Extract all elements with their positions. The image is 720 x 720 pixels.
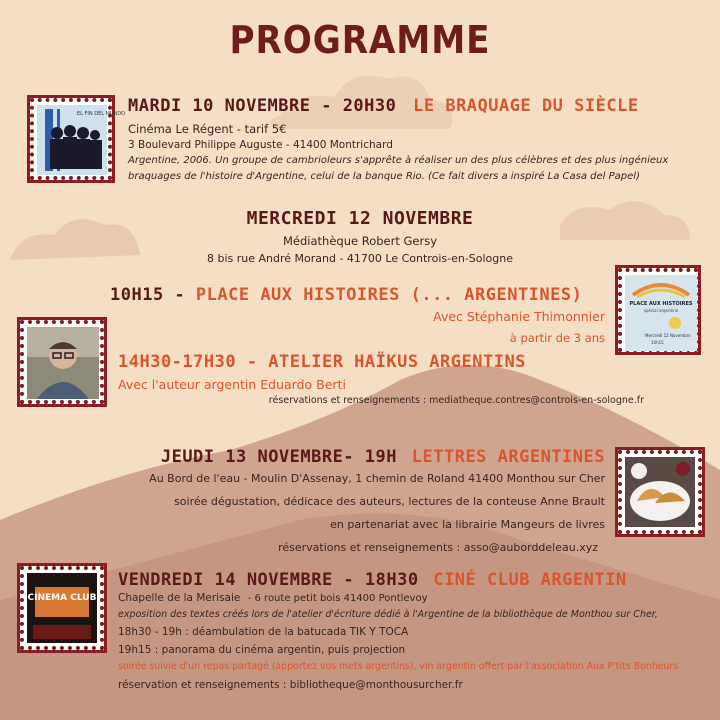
event1-address: 3 Boulevard Philippe Auguste - 41400 Montrichard <box>128 139 393 151</box>
cinema-club-image <box>20 566 104 650</box>
event4-batucada: 18h30 - 19h : déambulation de la batucada TIK Y TOCA <box>118 626 409 638</box>
event2-address: 8 bis rue André Morand - 41700 Le Controis-en-Sologne <box>206 252 514 265</box>
svg-text:CINEMA CLUB: CINEMA CLUB <box>27 593 97 603</box>
event3-venue-address: - Moulin D'Assenay, 1 chemin de Roland 41400 Monthou sur Cher <box>240 472 605 485</box>
event4-date: VENDREDI 14 NOVEMBRE - 18H30 <box>118 570 419 590</box>
event3-reservation: réservations et renseignements : asso@auborddeleau.xyz <box>278 541 598 554</box>
svg-text:spécial argentine: spécial argentine <box>643 308 679 313</box>
page-title: PROGRAMME <box>229 18 491 62</box>
person-icon <box>27 327 99 399</box>
event3-line3: en partenariat avec la librairie Mangeurs de livres <box>330 518 605 531</box>
event1-description-line1: Argentine, 2006. Un groupe de cambrioleurs s'apprête à réaliser un des plus célèbres et des plus ingénieux <box>128 155 669 166</box>
event3-venue-name: Au Bord de l'eau <box>149 472 241 485</box>
event2-heading: MERCREDI 12 NOVEMBRE <box>246 208 474 229</box>
event2-slot2-title: 14H30-17H30 - ATELIER HAÏKUS ARGENTINS <box>118 352 526 372</box>
event2-slot1-age: à partir de 3 ans <box>509 331 605 345</box>
event4-panorama: 19h15 : panorama du cinéma argentin, puis projection <box>118 644 406 656</box>
event2-slot2-with: Avec l'auteur argentin Eduardo Berti <box>118 377 346 392</box>
movie-poster-image <box>30 98 126 180</box>
author-photo-image <box>20 320 104 404</box>
svg-text:PLACE AUX HISTOIRES: PLACE AUX HISTOIRES <box>629 301 693 307</box>
empanadas-image <box>618 450 702 534</box>
event2-slot1-title: PLACE AUX HISTOIRES (... ARGENTINES) <box>195 285 583 305</box>
event3-line2: soirée dégustation, dédicace des auteurs, lectures de la conteuse Anne Brault <box>174 495 605 508</box>
event1-film-title: LE BRAQUAGE DU SIÈCLE <box>413 96 639 116</box>
cinema-icon <box>27 573 97 643</box>
event1-heading <box>128 96 639 116</box>
event2-slot2-heading <box>118 352 526 372</box>
svg-text:EL FIN DEL MUNDO: EL FIN DEL MUNDO <box>77 111 126 117</box>
event3-venue <box>149 472 605 485</box>
event2-venue: Médiathèque Robert Gersy <box>282 234 438 248</box>
event3-date: JEUDI 13 NOVEMBRE- 19H <box>160 447 398 467</box>
event4-reservation: réservation et renseignements : bibliotheque@monthousurcher.fr <box>118 679 463 691</box>
event4-venue <box>118 592 428 604</box>
event2-slot1-with: Avec Stéphanie Thimonnier <box>433 309 605 324</box>
event4-title: CINÉ CLUB ARGENTIN <box>433 570 627 590</box>
event3-title: LETTRES ARGENTINES <box>411 447 605 467</box>
svg-text:Mercredi 12 Novembre: Mercredi 12 Novembre <box>645 333 691 338</box>
svg-text:10h15: 10h15 <box>651 340 664 345</box>
event4-venue-address: - 6 route petit bois 41400 Pontlevoy <box>247 593 428 604</box>
event2-reservation: réservations et renseignements : mediatheque.contres@controis-en-sologne.fr <box>268 395 644 406</box>
event1-venue: Cinéma Le Régent - tarif 5€ <box>128 122 287 136</box>
silhouettes-icon <box>37 105 126 175</box>
event4-venue-name: Chapelle de la Merisaie <box>118 592 241 604</box>
event4-heading <box>118 570 627 590</box>
event4-expo: exposition des textes créés lors de l'atelier d'écriture dédié à l'Argentine de la bibliothèque de Monthou sur Cher, <box>118 609 658 620</box>
event1-date: MARDI 10 NOVEMBRE - 20H30 <box>128 96 397 116</box>
event4-repas: soirée suivie d'un repas partagé (apportez vos mets argentins), vin argentin offert par l'association Aux P'tits Bonheurs <box>118 661 679 672</box>
event1-description-line2: braquages de l'histoire d'Argentine, celui de la banque Rio. (Ce fait divers a inspiré La Casa del Papel) <box>128 171 640 182</box>
book-cover-image <box>618 268 698 352</box>
food-icon <box>625 457 695 527</box>
event2-slot1-heading <box>110 285 582 305</box>
event2-slot1-time: 10H15 - <box>110 285 186 305</box>
event3-heading <box>161 447 605 467</box>
book-icon <box>625 275 697 351</box>
